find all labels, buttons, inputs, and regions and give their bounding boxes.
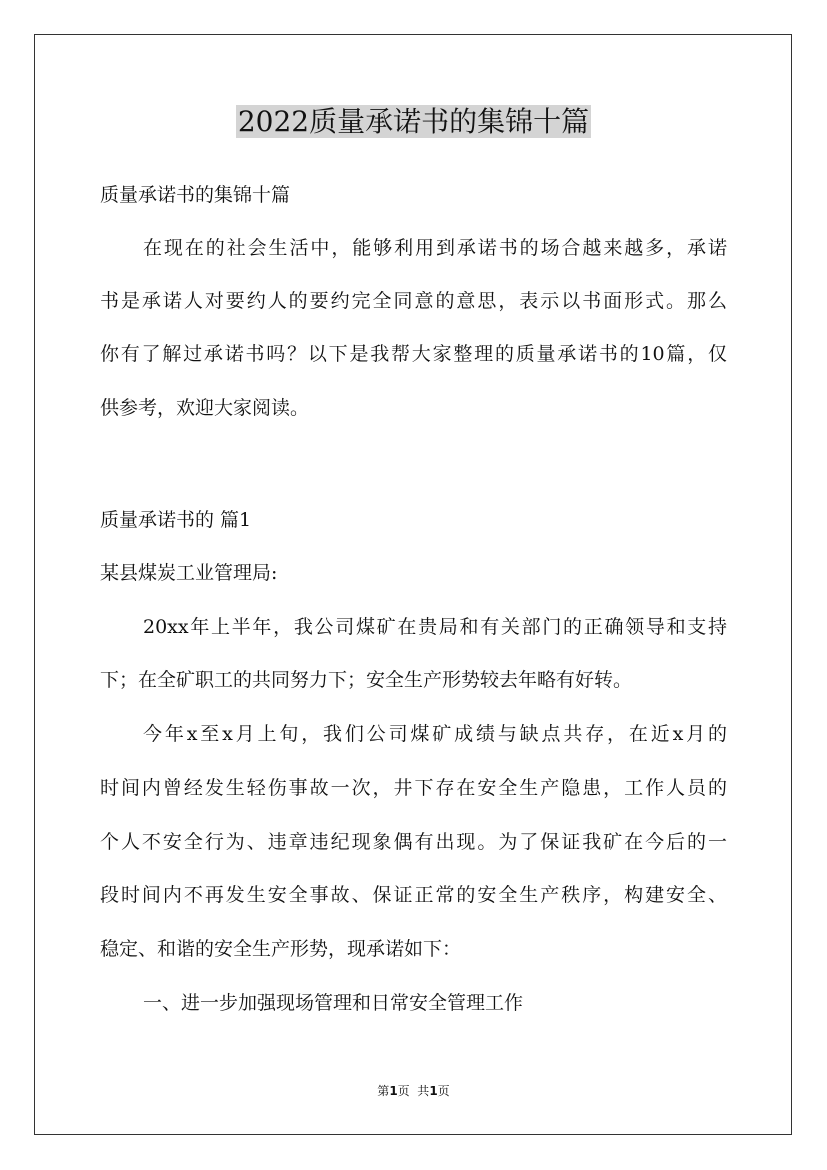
intro-line-1: 在现在的社会生活中，能够利用到承诺书的场合越来越多，承诺 xyxy=(143,237,727,259)
para2-line-2: 时间内曾经发生轻伤事故一次，井下存在安全生产隐患，工作人员的 xyxy=(100,777,727,799)
para2-line-1: 今年x至x月上旬，我们公司煤矿成绩与缺点共存，在近x月的 xyxy=(143,723,727,745)
document-subtitle: 质量承诺书的集锦十篇 xyxy=(100,184,291,206)
intro-line-4: 供参考，欢迎大家阅读。 xyxy=(100,397,310,419)
para2-line-5: 稳定、和谐的安全生产形势，现承诺如下： xyxy=(100,938,462,960)
intro-line-2: 书是承诺人对要约人的要约完全同意的意思，表示以书面形式。那么 xyxy=(100,290,727,312)
page-footer: 第1页 共1页 xyxy=(377,1084,450,1098)
para1-line-2: 下；在全矿职工的共同努力下；安全生产形势较去年略有好转。 xyxy=(100,669,633,691)
para2-line-3: 个人不安全行为、违章违纪现象偶有出现。为了保证我矿在今后的一 xyxy=(100,831,727,853)
para1-line-1: 20xx年上半年，我公司煤矿在贵局和有关部门的正确领导和支持 xyxy=(143,616,727,638)
para2-line-4: 段时间内不再发生安全事故、保证正常的安全生产秩序，构建安全、 xyxy=(100,884,727,906)
addressee: 某县煤炭工业管理局: xyxy=(100,562,278,584)
item-1: 一、进一步加强现场管理和日常安全管理工作 xyxy=(143,992,524,1014)
section-heading: 质量承诺书的 篇1 xyxy=(100,509,252,531)
intro-line-3: 你有了解过承诺书吗？以下是我帮大家整理的质量承诺书的10篇，仅 xyxy=(100,343,727,365)
document-title: 2022质量承诺书的集锦十篇 xyxy=(237,105,590,138)
